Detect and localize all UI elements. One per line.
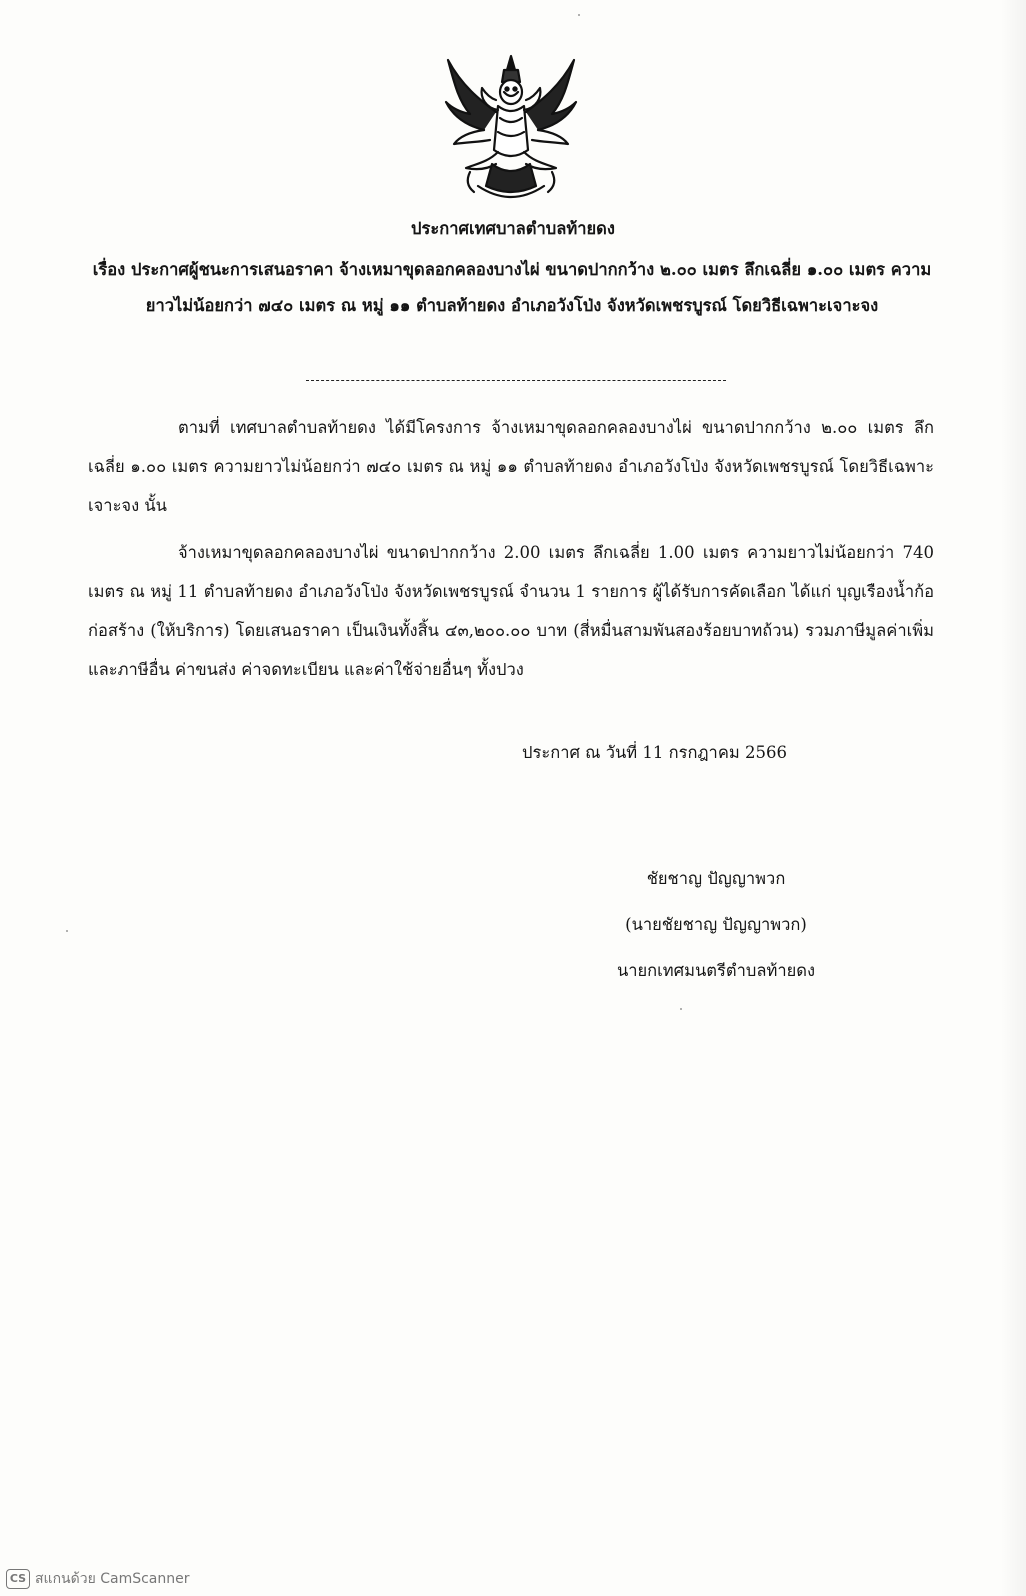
section-divider <box>306 380 726 381</box>
scanner-watermark-label: สแกนด้วย CamScanner <box>35 1571 190 1587</box>
body-paragraph-1: ตามที่ เทศบาลตำบลท้ายดง ได้มีโครงการ จ้างเหมาขุดลอกคลองบางไผ่ ขนาดปากกว้าง ๒.๐๐ เมตร ลึกเฉลี่ย ๑.๐๐ เมตร ความยาวไม่น้อยกว่า ๗๔๐ เมตร ณ หมู่ ๑๑ ตำบลท้ายดง อำเภอวังโป่ง จังหวัดเพชรบูรณ์ โดยวิธีเฉพาะเจาะจง นั้น <box>88 418 934 515</box>
scan-speck <box>66 930 68 932</box>
signature: ชัยชาญ ปัญญาพวก <box>646 869 786 888</box>
garuda-emblem-icon <box>440 52 582 206</box>
scan-speck <box>680 1008 682 1010</box>
scanner-watermark <box>6 1568 190 1590</box>
body-paragraph-2: จ้างเหมาขุดลอกคลองบางไผ่ ขนาดปากกว้าง 2.00 เมตร ลึกเฉลี่ย 1.00 เมตร ความยาวไม่น้อยกว่า 740 เมตร ณ หมู่ 11 ตำบลท้ายดง อำเภอวังโป่ง จังหวัดเพชรบูรณ์ จำนวน 1 รายการ ผู้ได้รับการคัดเลือก ได้แก่ บุญเรืองน้ำก้อ ก่อสร้าง (ให้บริการ) โดยเสนอราคา เป็นเงินทั้งสิ้น ๔๓,๒๐๐.๐๐ บาท (สี่หมื่นสามพันสองร้อยบาทถ้วน) รวมภาษีมูลค่าเพิ่มและภาษีอื่น ค่าขนส่ง ค่าจดทะเบียน และค่าใช้จ่ายอื่นๆ ทั้งปวง <box>88 543 934 679</box>
announcement-subject: เรื่อง ประกาศผู้ชนะการเสนอราคา จ้างเหมาขุดลอกคลองบางไผ่ ขนาดปากกว้าง ๒.๐๐ เมตร ลึกเฉลี่ย ๑.๐๐ เมตร ความยาวไม่น้อยกว่า ๗๔๐ เมตร ณ หมู่ ๑๑ ตำบลท้ายดง อำเภอวังโป่ง จังหวัดเพชรบูรณ์ โดยวิธีเฉพาะเจาะจง <box>92 260 932 315</box>
announcement-title: ประกาศเทศบาลตำบลท้ายดง <box>411 219 615 238</box>
camscanner-logo-icon: CS <box>6 1569 30 1589</box>
signer-position: นายกเทศมนตรีตำบลท้ายดง <box>616 961 816 980</box>
announcement-date: ประกาศ ณ วันที่ 11 กรกฎาคม 2566 <box>522 743 787 762</box>
signer-name: (นายชัยชาญ ปัญญาพวก) <box>625 915 807 934</box>
scan-speck <box>578 14 580 16</box>
